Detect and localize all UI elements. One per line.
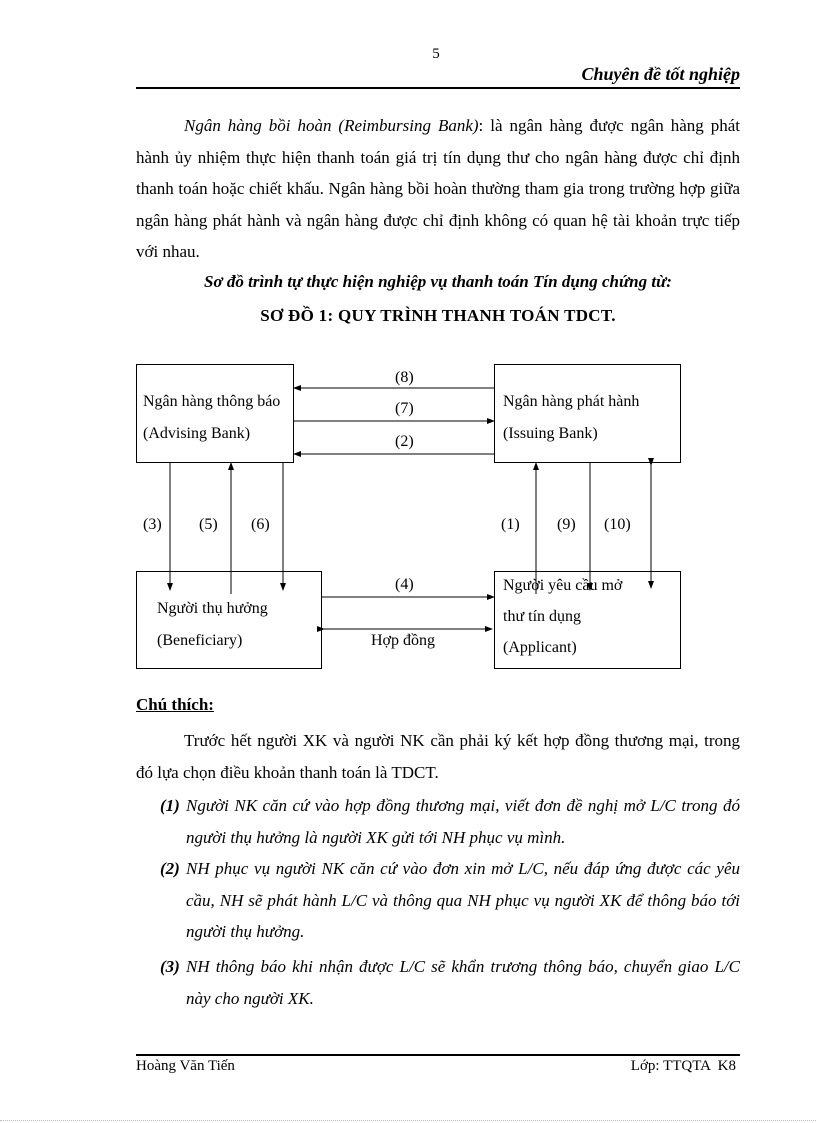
label-step-8: (8) [395, 369, 414, 386]
label-step-7: (7) [395, 400, 414, 417]
label-step-2: (2) [395, 433, 414, 450]
issuing-bank-line2: (Issuing Bank) [503, 425, 598, 442]
intro-text: : là ngân hàng được ngân hàng phát hành ủy nhiệm thực hiện thanh toán giá trị tín dụng thư cho ngân hàng được chỉ định thanh toán hoặc chiết khấu. Ngân hàng bồi hoàn thường tham gia trong trường hợp giữa ngân hàng phát hành và ngân hàng được chỉ định không có quan hệ tài khoản trực tiếp với nhau. [136, 116, 740, 261]
page-bottom-edge [0, 1120, 816, 1121]
label-contract: Hợp đồng [371, 632, 436, 649]
label-step-4: (4) [395, 576, 414, 593]
label-step-5: (5) [199, 516, 218, 533]
issuing-bank-box [494, 364, 681, 463]
note-step-2-text: NH phục vụ người NK căn cứ vào đơn xin mở L/C, nếu đáp ứng được các yêu cầu, NH sẽ phát hành L/C và thông qua NH phục vụ người XK để thông báo tới người thụ hưởng. [186, 859, 740, 941]
advising-bank-line2: (Advising Bank) [143, 425, 251, 442]
note-step-2-number: (2) [160, 859, 180, 878]
notes-title: Chú thích: [136, 695, 214, 714]
label-step-10: (10) [604, 516, 631, 533]
label-step-3: (3) [143, 516, 162, 533]
footer-rule [136, 1054, 740, 1056]
diagram-heading: Sơ đồ trình tự thực hiện nghiệp vụ thanh toán Tín dụng chứng từ: [204, 272, 672, 291]
note-step-3-text: NH thông báo khi nhận được L/C sẽ khẩn trương thông báo, chuyển giao L/C này cho người XK. [186, 957, 740, 1008]
advising-bank-line1: Ngân hàng thông báo [143, 393, 281, 410]
intro-term: Ngân hàng bồi hoàn (Reimbursing Bank) [184, 116, 479, 135]
beneficiary-box [136, 571, 322, 669]
footer-class: Lớp: TTQTA K8 [630, 1058, 736, 1074]
label-step-9: (9) [557, 516, 576, 533]
notes-intro: Trước hết người XK và người NK cần phải ký kết hợp đồng thương mại, trong đó lựa chọn điều khoản thanh toán là TDCT. [136, 731, 740, 782]
diagram-title: SƠ ĐỒ 1: QUY TRÌNH THANH TOÁN TDCT. [260, 306, 616, 325]
note-step-1-number: (1) [160, 796, 180, 815]
note-step-2 [136, 853, 740, 949]
label-step-1: (1) [501, 516, 520, 533]
applicant-line1: Người yêu cầu mở [503, 577, 623, 594]
note-step-3-number: (3) [160, 957, 180, 976]
note-step-1-text: Người NK căn cứ vào hợp đồng thương mại, viết đơn đề nghị mở L/C trong đó người thụ hưởng là người XK gửi tới NH phục vụ mình. [186, 796, 740, 847]
header-title: Chuyên đề tốt nghiệp [581, 64, 740, 84]
footer-author: Hoàng Văn Tiến [136, 1058, 235, 1074]
issuing-bank-line1: Ngân hàng phát hành [503, 393, 640, 410]
page-number: 5 [432, 46, 440, 62]
note-step-1 [136, 790, 740, 854]
applicant-line3: (Applicant) [503, 639, 577, 656]
applicant-line2: thư tín dụng [503, 608, 582, 625]
beneficiary-line1: Người thụ hưởng [157, 600, 268, 617]
advising-bank-box [136, 364, 294, 463]
applicant-box [494, 571, 681, 669]
beneficiary-line2: (Beneficiary) [157, 632, 243, 649]
label-step-6: (6) [251, 516, 270, 533]
note-step-3 [136, 951, 740, 1015]
